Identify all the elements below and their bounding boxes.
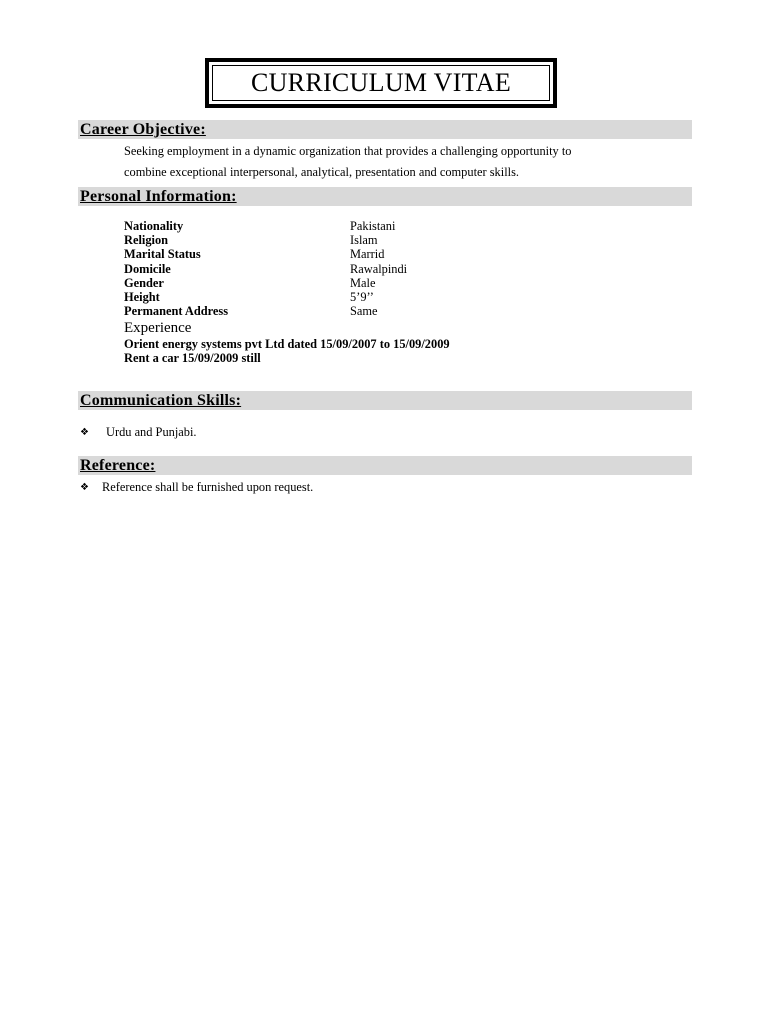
section-communication-skills [78,391,692,410]
section-heading-personal-information: Personal Information: [80,188,237,205]
diamond-bullet-icon: ❖ [80,427,89,438]
info-label: Nationality [124,219,184,233]
reference-item [80,480,313,495]
experience-item: Orient energy systems pvt Ltd dated 15/09/2007 to 15/09/2009 [124,337,450,351]
info-row-height [124,290,407,304]
section-reference [78,456,692,475]
reference-text: Reference shall be furnished upon request. [102,480,314,494]
objective-line-2: combine exceptional interpersonal, analytical, presentation and computer skills. [124,165,519,179]
info-row-gender [124,276,407,290]
info-value: Islam [350,233,378,248]
info-value: Pakistani [350,219,396,233]
info-label: Religion [124,233,169,248]
info-label: Height [124,290,160,305]
communication-skill-text: Urdu and Punjabi. [106,425,197,439]
title-box [205,58,557,108]
info-label: Gender [124,275,164,290]
personal-info-table [124,219,407,318]
info-row-religion [124,233,407,247]
experience-item: Rent a car 15/09/2009 still [124,351,261,365]
info-value: 5’9’’ [350,290,374,305]
info-row-nationality [124,219,407,233]
section-heading-reference: Reference: [80,457,156,474]
section-heading-communication-skills: Communication Skills: [80,392,242,409]
info-value: Rawalpindi [350,261,408,276]
section-career-objective [78,120,692,139]
section-personal-information [78,187,692,206]
document-title: CURRICULUM VITAE [212,65,550,101]
experience-heading: Experience [124,320,192,336]
info-row-domicile [124,262,407,276]
info-value: Marrid [350,247,385,262]
objective-line-1: Seeking employment in a dynamic organization that provides a challenging opportunity to [124,144,572,158]
career-objective-text [124,141,684,183]
info-row-permanent-address [124,304,407,318]
info-label: Marital Status [124,247,201,262]
info-row-marital-status [124,247,407,261]
info-value: Same [350,304,378,319]
communication-skill-item [80,425,197,440]
section-heading-career-objective: Career Objective: [80,121,206,138]
info-label: Permanent Address [124,304,229,319]
diamond-bullet-icon: ❖ [80,482,89,493]
info-label: Domicile [124,261,171,276]
info-value: Male [350,275,376,290]
